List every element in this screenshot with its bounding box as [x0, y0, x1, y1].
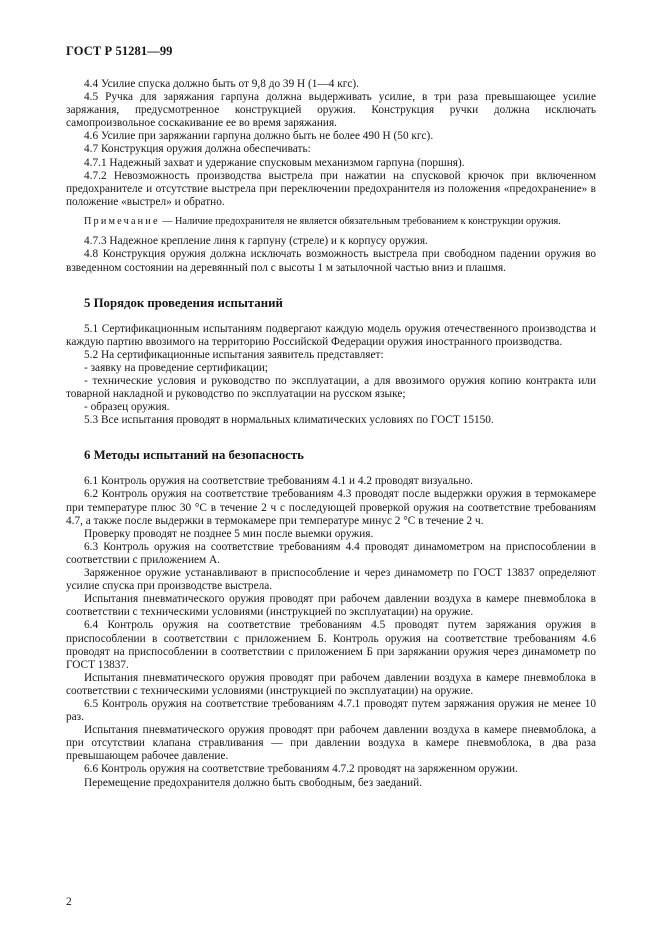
- paragraph: 6.4 Контроль оружия на соответствие требованиям 4.5 проводят путем заряжания оружия в приспособлении в соответствии с приложением Б. Контроль оружия на соответствие требованиям 4.6 проводят на приспособлении в соответствии с приложением Б при заряжании оружия через динамометр по ГОСТ 13837.: [66, 619, 596, 671]
- paragraph: 6.2 Контроль оружия на соответствие требованиям 4.3 проводят после выдержки оружия в термокамере при температуре плюс 30 °С в течение 2 ч с последующей проверкой оружия на соответствие требованиям 4.7, а также после выдержки в термокамере при температуре минус 2 °С в течение 2 ч.: [66, 488, 596, 527]
- page-number: 2: [66, 896, 72, 908]
- paragraph: Испытания пневматического оружия проводят при рабочем давлении воздуха в камере пневмоблока в соответствии с техническими условиями (инструкцией по эксплуатации) на оружие.: [66, 593, 596, 619]
- paragraph: 4.4 Усилие спуска должно быть от 9,8 до 39 Н (1—4 кгс).: [84, 78, 359, 90]
- paragraph: 4.7.3 Надежное крепление линя к гарпуну (стреле) и к корпусу оружия.: [84, 235, 428, 248]
- paragraph: 5.2 На сертификационные испытания заявитель представляет:: [84, 348, 384, 361]
- paragraph: Испытания пневматического оружия проводят при рабочем давлении воздуха в камере пневмоблока в соответствии с техническими условиями (инструкцией по эксплуатации) на оружие.: [66, 671, 596, 697]
- paragraph: 4.7 Конструкция оружия должна обеспечивать:: [84, 143, 311, 156]
- paragraph: 6.1 Контроль оружия на соответствие требованиям 4.1 и 4.2 проводят визуально.: [84, 475, 473, 488]
- paragraph: 4.7.1 Надежный захват и удержание спусковым механизмом гарпуна (поршня).: [84, 156, 465, 169]
- paragraph: 5.1 Сертификационным испытаниям подвергают каждую модель оружия отечественного производства и каждую партию ввозимого на территорию Российской Федерации оружия иностранного производства.: [66, 322, 596, 348]
- paragraph: 6.3 Контроль оружия на соответствие требованиям 4.4 проводят динамометром на приспособлении в соответствии с приложением А.: [66, 540, 596, 566]
- paragraph: 6.5 Контроль оружия на соответствие требованиям 4.7.1 проводят путем заряжания оружия не менее 10 раз.: [66, 697, 596, 724]
- section-heading: 5 Порядок проведения испытаний: [84, 295, 283, 310]
- note-text: — Наличие предохранителя не является обязательным требованием к конструкции оружия.: [159, 215, 561, 227]
- paragraph: 4.8 Конструкция оружия должна исключать возможность выстрела при свободном падении оружия во взведенном состоянии на деревянный пол с высоты 1 м затылочной частью вниз и плашмя.: [66, 248, 596, 274]
- paragraph: 6.6 Контроль оружия на соответствие требованиям 4.7.2 проводят на заряженном оружии.: [84, 763, 518, 776]
- document-header: ГОСТ Р 51281—99: [66, 44, 173, 58]
- note-label: Примечание: [84, 215, 160, 227]
- note: [66, 216, 596, 228]
- paragraph: Заряженное оружие устанавливают в приспособление и через динамометр по ГОСТ 13837 определяют усилие спуска при производстве выстрела.: [66, 567, 596, 593]
- paragraph: Перемещение предохранителя должно быть свободным, без заеданий.: [84, 776, 423, 789]
- paragraph: 4.5 Ручка для заряжания гарпуна должна выдерживать усилие, в три раза превышающее усилие заряжания, предусмотренное конструкцией оружия. Конструкция ручки должна исключать самопроизвольное соскакивание ее во время заряжания.: [66, 91, 596, 130]
- paragraph: 4.6 Усилие при заряжании гарпуна должно быть не более 490 Н (50 кгс).: [84, 130, 434, 143]
- paragraph: 5.3 Все испытания проводят в нормальных климатических условиях по ГОСТ 15150.: [84, 414, 494, 427]
- paragraph: Испытания пневматического оружия проводят при рабочем давлении воздуха в камере пневмоблока, а при отсутствии клапана стравливания — при давлении воздуха в камере пневмоблока, в два раза превышающем рабочее давление.: [66, 724, 596, 763]
- document-body: [66, 78, 596, 790]
- section-heading: 6 Методы испытаний на безопасность: [84, 448, 304, 463]
- paragraph: Проверку проводят не позднее 5 мин после выемки оружия.: [84, 527, 374, 540]
- paragraph: - технические условия и руководство по эксплуатации, а для ввозимого оружия копию контракта или товарной накладной и руководство по эксплуатации на русском языке;: [66, 375, 596, 401]
- paragraph: 4.7.2 Невозможность производства выстрела при нажатии на спусковой крючок при включенном предохранителе и отсутствие выстрела при переключении предохранителя из положения «предохранение» в положение «выстрел» и обратно.: [66, 169, 596, 208]
- paragraph: - образец оружия.: [84, 401, 170, 414]
- paragraph: - заявку на проведение сертификации;: [84, 361, 269, 374]
